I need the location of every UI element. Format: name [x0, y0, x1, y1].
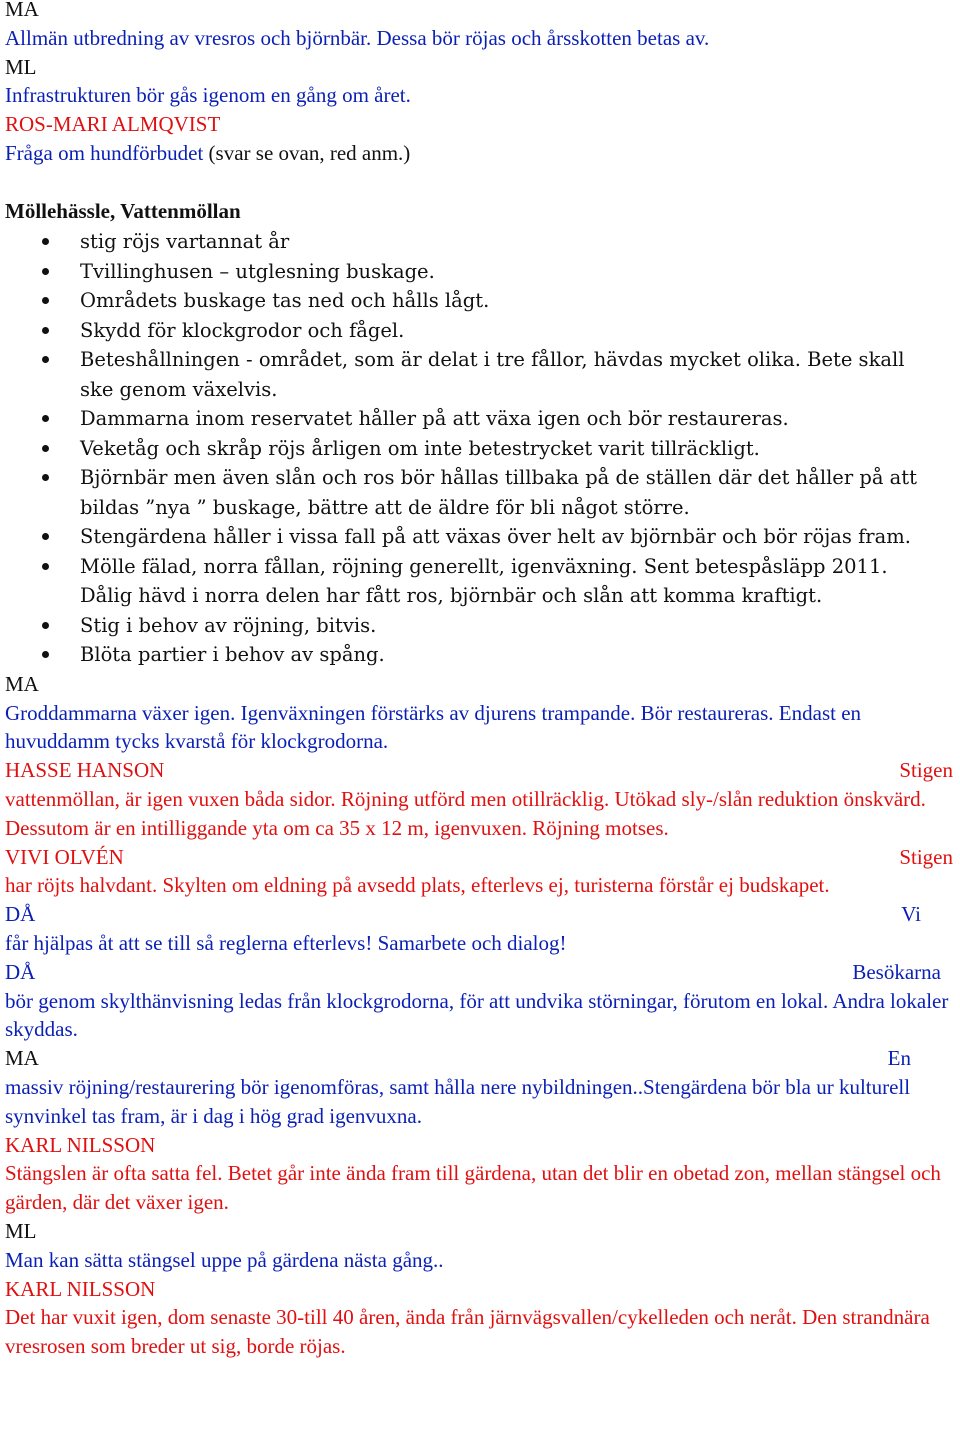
bullet-item: Björnbär men även slån och ros bör hållas tillbaka på de ställen där det håller på att bildas ”nya ” buskage, bättre att de äldre för bli något större. — [5, 463, 953, 522]
bullet-item: Beteshållningen - området, som är delat i tre fållor, hävdas mycket olika. Bete skall ske genom växelvis. — [5, 345, 953, 404]
speaker-label: MA — [5, 0, 39, 21]
document-page — [5, 0, 953, 1361]
speaker-label: MA — [5, 1046, 39, 1071]
comment-lead: Stigen — [899, 758, 953, 783]
bullet-item: Veketåg och skråp röjs årligen om inte betestrycket varit tillräckligt. — [5, 434, 953, 464]
speaker-label: ML — [5, 54, 37, 79]
comment-text: Infrastrukturen bör gås igenom en gång om året. — [5, 83, 411, 108]
bullet-item: Stengärdena håller i vissa fall på att växas över helt av björnbär och bör röjas fram. — [5, 522, 953, 552]
bullet-icon — [42, 474, 49, 481]
speaker-label: KARL NILSSON — [5, 1132, 156, 1157]
bullet-icon — [42, 327, 49, 334]
comment-text: har röjts halvdant. Skylten om eldning på avsedd plats, efterlevs ej, turisterna förstår ej budskapet. — [5, 873, 830, 898]
bullet-item: Stig i behov av röjning, bitvis. — [5, 611, 953, 641]
bullet-item: Tvillinghusen – utglesning buskage. — [5, 257, 953, 287]
speaker-label: KARL NILSSON — [5, 1276, 156, 1301]
bullet-icon — [42, 356, 49, 363]
bullet-item: stig röjs vartannat år — [5, 227, 953, 257]
bullet-item: Skydd för klockgrodor och fågel. — [5, 316, 953, 346]
speaker-row — [5, 900, 953, 929]
speaker-label: ML — [5, 1219, 37, 1244]
comment-text: Groddammarna växer igen. Igenväxningen förstärks av djurens trampande. Bör restaureras. Endast en huvuddamm tycks kvarstå för klockgrodorna. — [5, 700, 862, 754]
comment-text: Allmän utbredning av vresros och björnbär. Dessa bör röjas och årsskotten betas av. — [5, 25, 710, 50]
comment-text: Stängslen är ofta satta fel. Betet går inte ända fram till gärdena, utan det blir en obetad zon, mellan stängsel och gärden, där det växer igen. — [5, 1161, 941, 1215]
question-line — [5, 139, 953, 168]
comment-text: vattenmöllan, är igen vuxen båda sidor. Röjning utförd men otillräcklig. Utökad sly-/slån reduktion önskvärd. Dessutom är en intilliggande yta om ca 35 x 12 m, igenvuxen. Röjning motses. — [5, 787, 926, 840]
section-heading: Möllehässle, Vattenmöllan — [5, 198, 241, 223]
bullet-icon — [42, 651, 49, 658]
editor-note: (svar se ovan, red anm.) — [208, 140, 411, 165]
comment-lead: Vi — [901, 902, 921, 927]
bullet-icon — [42, 533, 49, 540]
bullet-icon — [42, 268, 49, 275]
question-text: Fråga om hundförbudet — [5, 140, 204, 165]
speaker-label: ROS-MARI ALMQVIST — [5, 112, 221, 137]
speaker-row — [5, 958, 953, 987]
bullet-icon — [42, 415, 49, 422]
bullet-icon — [42, 445, 49, 452]
bullet-item: Dammarna inom reservatet håller på att växa igen och bör restaureras. — [5, 404, 953, 434]
bullet-list — [5, 227, 953, 670]
speaker-row — [5, 1044, 953, 1073]
comment-lead: Besökarna — [852, 959, 941, 984]
bullet-icon — [42, 622, 49, 629]
comment-text: massiv röjning/restaurering bör igenomföras, samt hålla nere nybildningen..Stengärdena bör bla ur kulturell synvinkel tas fram, är i dag i hög grad igenvuxna. — [5, 1075, 911, 1128]
speaker-label: DÅ — [5, 902, 36, 927]
bullet-icon — [42, 563, 49, 570]
bullet-item: Blöta partier i behov av spång. — [5, 640, 953, 670]
comment-lead: En — [887, 1046, 911, 1071]
speaker-label: MA — [5, 671, 39, 696]
bullet-item: Mölle fälad, norra fållan, röjning generellt, igenväxning. Sent betespåsläpp 2011. Dålig hävd i norra delen har fått ros, björnbär och slån att komma kraftigt. — [5, 552, 953, 611]
speaker-label: DÅ — [5, 959, 36, 984]
bullet-icon — [42, 297, 49, 304]
bullet-item: Områdets buskage tas ned och hålls lågt. — [5, 286, 953, 316]
bullet-icon — [42, 238, 49, 245]
comment-text: Man kan sätta stängsel uppe på gärdena nästa gång.. — [5, 1247, 444, 1272]
speaker-row — [5, 843, 953, 872]
comment-text: får hjälpas åt att se till så reglerna efterlevs! Samarbete och dialog! — [5, 931, 567, 956]
comment-text: Det har vuxit igen, dom senaste 30-till 40 åren, ända från järnvägsvallen/cykelleden och neråt. Den strandnära vresrosen som breder ut sig, borde röjas. — [5, 1305, 930, 1359]
speaker-label: VIVI OLVÉN — [5, 844, 124, 869]
comment-lead: Stigen — [899, 844, 953, 869]
speaker-row — [5, 756, 953, 785]
spacer — [5, 168, 953, 197]
speaker-label: HASSE HANSON — [5, 758, 165, 783]
comment-text: bör genom skylthänvisning ledas från klockgrodorna, för att undvika störningar, förutom en lokal. Andra lokaler skyddas. — [5, 988, 949, 1042]
